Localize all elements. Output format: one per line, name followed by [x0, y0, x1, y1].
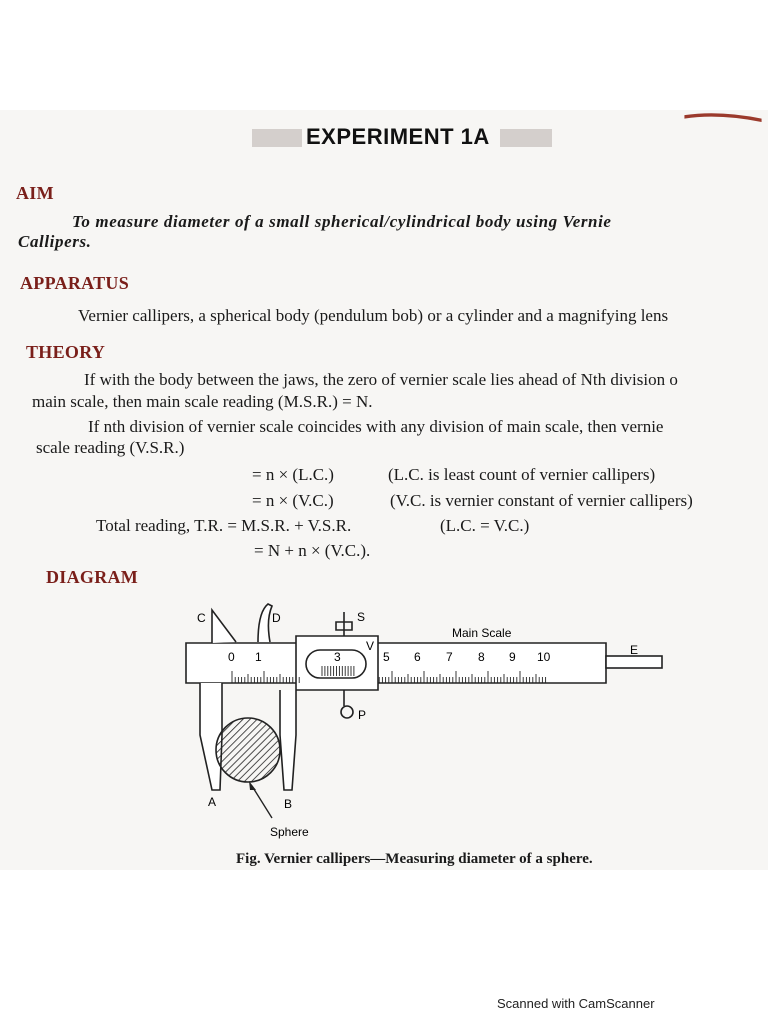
scale-number-5: 5 [383, 650, 390, 664]
scale-number-1: 1 [255, 650, 262, 664]
label-d: D [272, 611, 281, 625]
formula-vsr-vc: = n × (V.C.) [252, 491, 334, 510]
label-c: C [197, 611, 206, 625]
aim-line-1: To measure diameter of a small spherical/cylindrical body using Vernie [72, 212, 612, 231]
label-v: V [366, 639, 375, 653]
scale-number-7: 7 [446, 650, 453, 664]
scale-number-9: 9 [509, 650, 516, 664]
scale-number-6: 6 [414, 650, 421, 664]
label-s: S [357, 610, 366, 624]
formula-total-reading: Total reading, T.R. = M.S.R. + V.S.R. [96, 516, 352, 535]
label-sphere: Sphere [270, 825, 309, 839]
apparatus-text: Vernier callipers, a spherical body (pendulum bob) or a cylinder and a magnifying lens [78, 306, 669, 325]
figure-caption-text: Vernier callipers—Measuring diameter of a sphere. [264, 851, 593, 867]
scanner-watermark: Scanned with CamScanner [497, 996, 655, 1011]
figure-caption [236, 851, 593, 868]
formula-vsr-vc-note: (V.C. is vernier constant of vernier callipers) [390, 491, 693, 510]
aim-heading: AIM [16, 183, 54, 203]
formula-vsr-lc: = n × (L.C.) [252, 465, 334, 484]
scale-number-10: 10 [537, 650, 551, 664]
page-title: EXPERIMENT 1A [306, 124, 490, 149]
theory-p2-line1: If nth division of vernier scale coincides with any division of main scale, then vernie [88, 417, 664, 436]
sphere-arrow [252, 786, 272, 818]
movable-jaw-d [258, 604, 272, 642]
theory-p1-line2: main scale, then main scale reading (M.S.R.) = N. [32, 392, 373, 411]
apparatus-heading: APPARATUS [20, 273, 130, 293]
vernier-number: 3 [334, 650, 341, 664]
figure-caption-prefix: Fig. [236, 851, 261, 867]
depth-rod [606, 656, 662, 668]
label-b: B [284, 797, 293, 811]
label-e: E [630, 643, 639, 657]
screw-p-knob [341, 706, 353, 718]
formula-total-reading-expanded: = N + n × (V.C.). [254, 541, 371, 560]
scale-number-0: 0 [228, 650, 235, 664]
screw-s [336, 612, 352, 636]
theory-heading: THEORY [26, 342, 106, 362]
fixed-jaw-c [212, 610, 236, 643]
label-a: A [208, 795, 217, 809]
diagram-heading: DIAGRAM [46, 567, 139, 587]
label-main-scale: Main Scale [452, 626, 512, 640]
aim-line-2: Callipers. [18, 232, 92, 251]
sphere [216, 718, 280, 782]
theory-p1-line1: If with the body between the jaws, the zero of vernier scale lies ahead of Nth division o [84, 370, 678, 389]
theory-p2-line2: scale reading (V.S.R.) [36, 438, 185, 457]
movable-jaw-b [280, 690, 296, 790]
scale-number-8: 8 [478, 650, 485, 664]
formula-total-reading-note: (L.C. = V.C.) [440, 516, 530, 535]
formula-vsr-lc-note: (L.C. is least count of vernier callipers) [388, 465, 656, 484]
label-p: P [358, 708, 367, 722]
